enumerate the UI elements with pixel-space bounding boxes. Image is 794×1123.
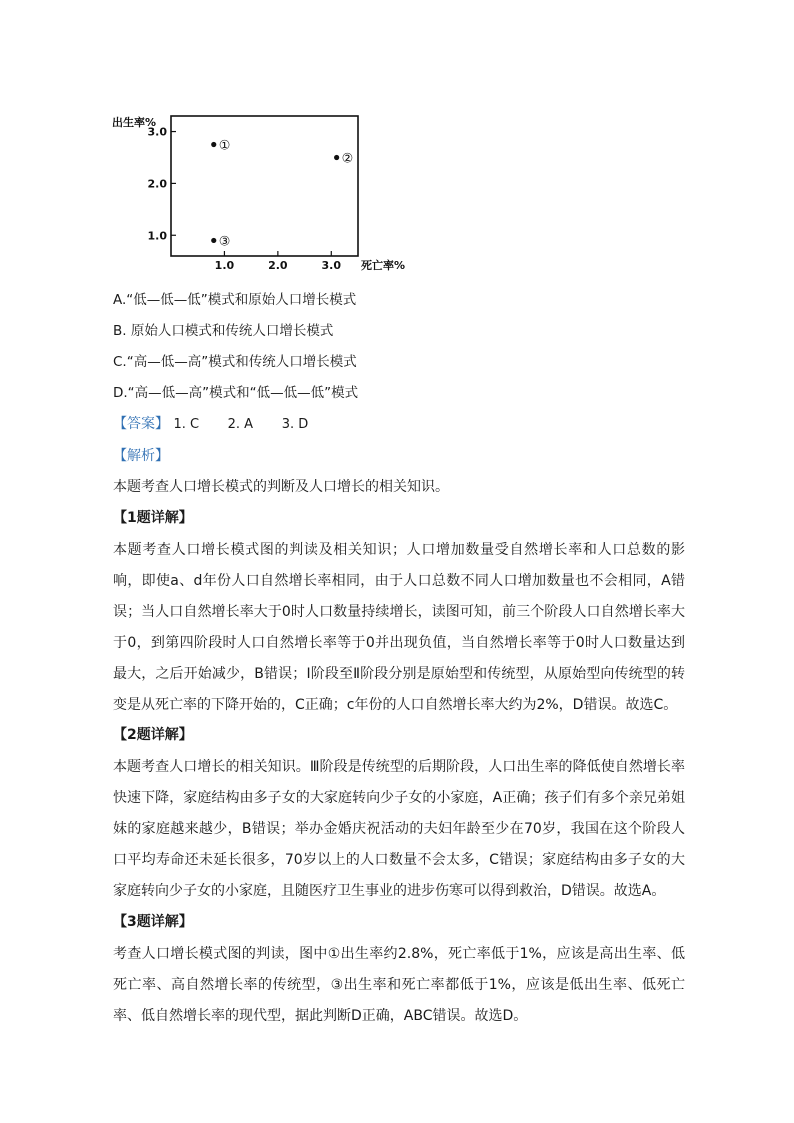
y-tick-label-2: 3.0: [147, 125, 167, 139]
q2-heading: 【2题详解】: [113, 727, 193, 743]
data-point-1: [211, 142, 216, 147]
answer-item-3: 3. D: [281, 417, 309, 432]
x-tick-label-1: 2.0: [268, 259, 288, 272]
analysis-label: 【解析】: [113, 448, 169, 464]
y-axis-label: 出生率%: [112, 116, 157, 129]
option-d: D.“高—低—高”模式和“低—低—低”模式: [113, 385, 359, 401]
y-tick-label-0: 1.0: [147, 229, 167, 243]
answer-label: 【答案】: [113, 416, 169, 432]
q3-heading: 【3题详解】: [113, 914, 193, 930]
q3-text: 考查人口增长模式图的判读，图中①出生率约2.8%，死亡率低于1%，应该是高出生率、低死亡率、高自然增长率的传统型，③出生率和死亡率都低于1%，应该是低出生率、低死亡率、低自然增长率的现代型，据此判断D正确，ABC错误。故选D。: [113, 946, 685, 1024]
answer-row: [113, 414, 308, 435]
scatter-chart: [108, 108, 406, 278]
y-tick-label-1: 2.0: [147, 177, 167, 191]
q1-heading: 【1题详解】: [113, 510, 193, 526]
data-point-label-2: ②: [341, 151, 354, 167]
option-b: B. 原始人口模式和传统人口增长模式: [113, 323, 334, 339]
x-tick-label-0: 1.0: [214, 259, 235, 272]
plot-frame: [171, 116, 358, 256]
q2-text: 本题考查人口增长的相关知识。Ⅲ阶段是传统型的后期阶段，人口出生率的降低使自然增长率快速下降，家庭结构由多子女的大家庭转向少子女的小家庭，A正确；孩子们有多个亲兄弟姐妹的家庭越来越少，B错误；举办金婚庆祝活动的夫妇年龄至少在70岁，我国在这个阶段人口平均寿命还未延长很多，70岁以上的人口数量不会太多，C错误；家庭结构由多子女的大家庭转向少子女的小家庭，且随医疗卫生事业的进步伤寒可以得到救治，D错误。故选A。: [113, 759, 685, 899]
data-point-3: [211, 238, 216, 243]
chart-svg: [108, 108, 406, 278]
option-c: C.“高—低—高”模式和传统人口增长模式: [113, 354, 357, 370]
data-point-2: [334, 155, 339, 160]
data-point-label-3: ③: [218, 234, 231, 250]
x-axis-label: 死亡率%: [361, 259, 406, 272]
answer-item-1: 1. C: [173, 417, 200, 432]
data-point-label-1: ①: [218, 138, 231, 154]
q1-text: 本题考查人口增长模式图的判读及相关知识；人口增加数量受自然增长率和人口总数的影响，即使a、d年份人口自然增长率相同，由于人口总数不同人口增加数量也不会相同，A错误；当人口自然增长率大于0时人口数量持续增长，读图可知，前三个阶段人口自然增长率大于0，到第四阶段时人口自然增长率等于0并出现负值，当自然增长率等于0时人口数量达到最大，之后开始减少，B错误；Ⅰ阶段至Ⅱ阶段分别是原始型和传统型，从原始型向传统型的转变是从死亡率的下降开始的，C正确；c年份的人口自然增长率大约为2%，D错误。故选C。: [113, 542, 685, 713]
answer-item-2: 2. A: [227, 417, 254, 432]
analysis-intro: 本题考查人口增长模式的判断及人口增长的相关知识。: [113, 479, 449, 495]
option-a: A.“低—低—低”模式和原始人口增长模式: [113, 292, 357, 308]
x-tick-label-2: 3.0: [321, 259, 342, 272]
